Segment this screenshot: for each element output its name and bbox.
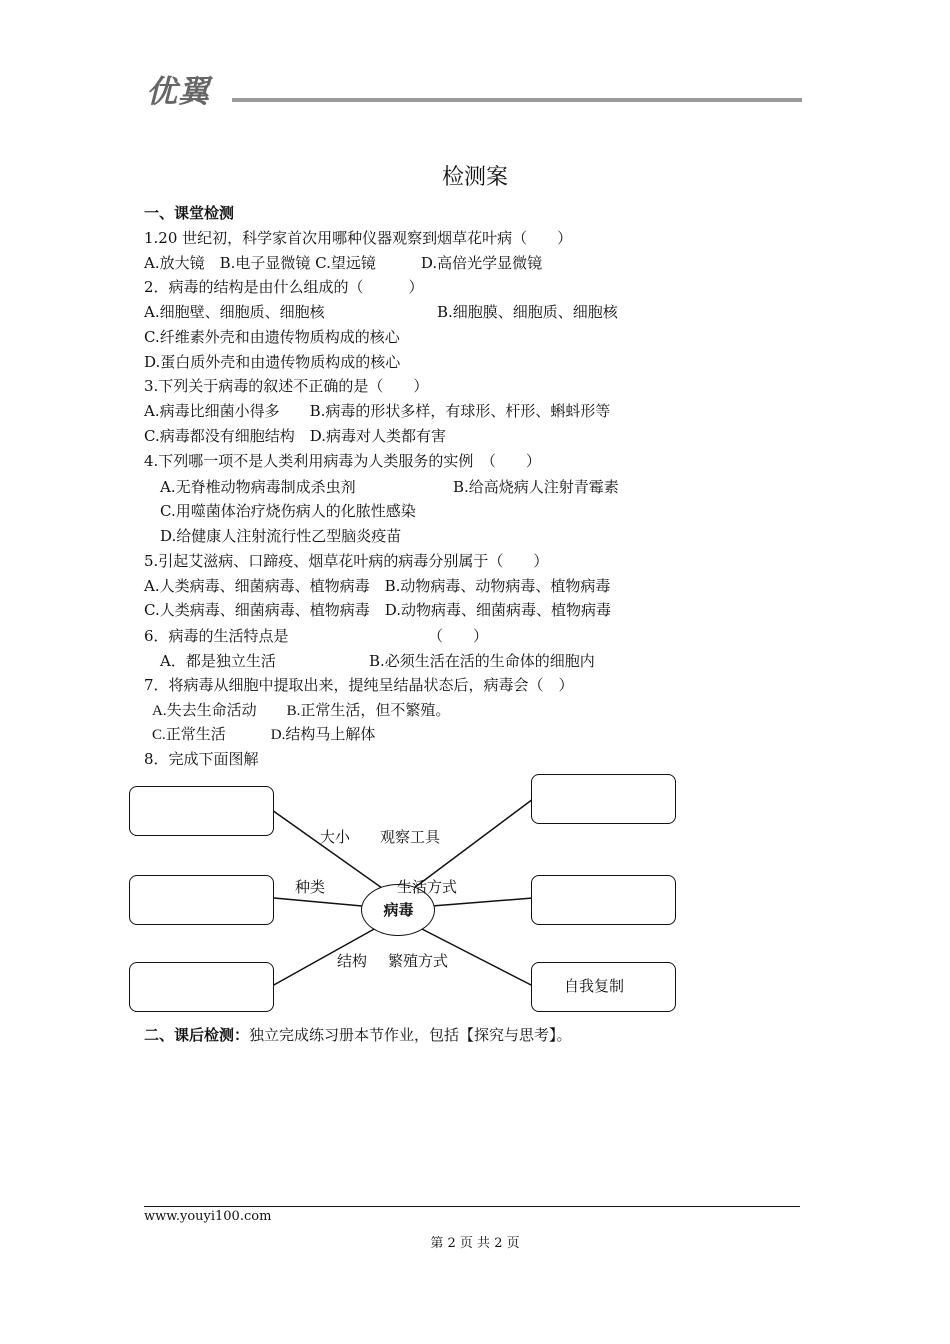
q4-option-c: C.用噬菌体治疗烧伤病人的化脓性感染 [160,502,416,520]
q1-options: A.放大镜 B.电子显微镜 C.望远镜 D.高倍光学显微镜 [144,254,543,272]
q2-option-d: D.蛋白质外壳和由遗传物质构成的核心 [144,353,401,371]
answer-box-left-bottom[interactable] [129,962,274,1012]
q7-options-ab: A.失去生命活动 B.正常生活，但不繁殖。 [152,703,451,719]
answer-box-left-middle[interactable] [129,875,274,925]
section2 [144,1025,572,1045]
q3-stem: 3.下列关于病毒的叙述不正确的是（ ） [144,377,429,395]
q2-stem: 2．病毒的结构是由什么组成的（ ） [144,278,424,296]
label-lifestyle: 生活方式 [397,878,458,896]
q3-options-cd: C.病毒都没有细胞结构 D.病毒对人类都有害 [144,427,446,445]
q5-stem: 5.引起艾滋病、口蹄疫、烟草花叶病的病毒分别属于（ ） [144,552,549,570]
q4-stem: 4.下列哪一项不是人类利用病毒为人类服务的实例 （ ） [144,452,541,470]
q2-option-b: B.细胞膜、细胞质、细胞核 [437,303,618,321]
section2-text: 独立完成练习册本节作业，包括【探究与思考】。 [249,1026,572,1044]
q2-option-c: C.纤维素外壳和由遗传物质构成的核心 [144,328,400,346]
label-size: 大小 [320,828,351,846]
answer-box-left-top[interactable] [129,786,274,836]
q7-options-cd: C.正常生活 D.结构马上解体 [152,727,376,743]
q2-option-a: A.细胞壁、细胞质、细胞核 [144,303,325,321]
replication-label: 自我复制 [564,977,625,995]
q6-stem: 6．病毒的生活特点是 [144,627,289,645]
footer-rule [144,1206,800,1207]
q8-stem: 8．完成下面图解 [144,750,259,768]
virus-center-label: 病毒 [383,901,414,919]
label-observation-tool: 观察工具 [380,828,441,846]
answer-box-right-middle[interactable] [531,875,676,925]
q5-options-ab: A.人类病毒、细菌病毒、植物病毒 B.动物病毒、动物病毒、植物病毒 [144,577,611,595]
page-number: 第 2 页 共 2 页 [430,1236,520,1251]
q7-stem: 7．将病毒从细胞中提取出来，提纯呈结晶状态后，病毒会（ ） [144,676,574,694]
q4-option-a: A.无脊椎动物病毒制成杀虫剂 [160,478,356,496]
logo: 优翼 [146,74,210,110]
page-title: 检测案 [441,165,508,190]
section1-heading: 一、课堂检测 [144,204,235,222]
answer-box-right-top[interactable] [531,774,676,824]
q6-option-b: B.必须生活在活的生命体的细胞内 [369,652,595,670]
q4-option-b: B.给高烧病人注射青霉素 [453,478,619,496]
section2-heading: 二、课后检测： [144,1026,250,1044]
q6-option-a: A．都是独立生活 [160,652,276,670]
q1-stem: 1.20 世纪初，科学家首次用哪种仪器观察到烟草花叶病（ ） [144,229,573,247]
q5-options-cd: C.人类病毒、细菌病毒、植物病毒 D.动物病毒、细菌病毒、植物病毒 [144,601,611,619]
footer-url[interactable]: www.youyi100.com [144,1209,272,1224]
q6-answer-paren: （ ） [428,627,489,645]
q3-options-ab: A.病毒比细菌小得多 B.病毒的形状多样，有球形、杆形、蝌蚪形等 [144,402,611,420]
label-reproduction: 繁殖方式 [388,952,449,970]
label-structure: 结构 [337,952,368,970]
q4-option-d: D.给健康人注射流行性乙型脑炎疫苗 [160,527,402,545]
label-types: 种类 [295,878,326,896]
